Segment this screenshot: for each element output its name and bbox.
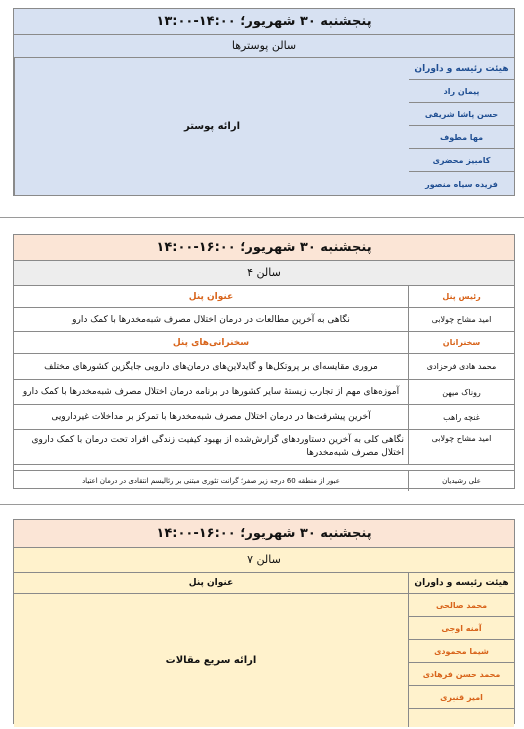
- chair-header: رئیس پنل: [442, 292, 481, 301]
- member-name: حسن پاشا شریفی: [409, 103, 514, 126]
- member-name: محمد حسن فرهادی: [409, 663, 514, 686]
- member-name: پیمان راد: [409, 80, 514, 103]
- hall-name: سالن ۷: [14, 548, 514, 573]
- talk-title: مروری مقایسه‌ای بر پروتکل‌ها و گایدلاین‌های درمان‌های دارویی جایگزین کشورهای مختلف: [14, 354, 409, 379]
- member-name: مها مطوف: [409, 126, 514, 149]
- member-name: امیر قنبری: [409, 686, 514, 709]
- talk-title: نگاهی کلی به آخرین دستاوردهای گزارش‌شده از بهبود کیفیت زندگی افراد تحت درمان با کمک داروی اختلال مصرف شبه‌مخدرها: [14, 430, 409, 464]
- session-block-3: [13, 519, 515, 724]
- speaker-name: امید مشاح چولابی: [431, 434, 492, 443]
- session-title: پنجشنبه ۳۰ شهریور؛ ۱۶:۰۰-۱۴:۰۰: [14, 520, 514, 548]
- panel-members-header: هیئت رئیسه و داوران: [414, 578, 509, 588]
- talk-title: آخرین پیشرفت‌ها در درمان اختلال مصرف شبه‌مخدرها با تمرکز بر مداخلات غیردارویی: [14, 405, 409, 429]
- talks-header: سخنرانی‌های پنل: [14, 332, 409, 353]
- hall-name: سالن ۴: [14, 261, 514, 286]
- session-title: پنجشنبه ۳۰ شهریور؛ ۱۴:۰۰-۱۳:۰۰: [14, 9, 514, 35]
- panel-members: [409, 58, 514, 195]
- member-name: شیما محمودی: [409, 640, 514, 663]
- panel-title: نگاهی به آخرین مطالعات در درمان اختلال مصرف شبه‌مخدرها با کمک دارو: [14, 308, 409, 331]
- panel-topic: ارائه پوستر: [14, 58, 409, 195]
- speaker-name: غنچه راهب: [443, 412, 480, 422]
- session-block-2: [13, 234, 515, 489]
- panel-topic: ارائه سریع مقالات: [14, 594, 409, 727]
- panel-title-header: عنوان پنل: [14, 573, 409, 593]
- panel-members: [409, 594, 514, 727]
- section-divider: [0, 217, 524, 218]
- extra-speaker-name: علی رشیدیان: [442, 477, 481, 485]
- member-name: فریده سیاه منصور: [425, 179, 498, 189]
- hall-name: سالن پوسترها: [14, 35, 514, 58]
- panel-members-header: هیئت رئیسه و داوران: [409, 58, 514, 80]
- member-name: کامبیز محضری: [409, 149, 514, 172]
- speaker-name: روناک میهن: [442, 387, 481, 397]
- member-name: آمنه اوجی: [409, 617, 514, 640]
- session-title: پنجشنبه ۳۰ شهریور؛ ۱۶:۰۰-۱۴:۰۰: [14, 235, 514, 261]
- section-divider: [0, 504, 524, 505]
- member-name: محمد صالحی: [409, 594, 514, 617]
- speakers-header: سخنرانان: [442, 338, 481, 347]
- speaker-name: محمد هادی فرحزادی: [426, 362, 497, 371]
- session-block-1: [13, 8, 515, 196]
- extra-talk-title: عبور از منطقه 60 درجه زیر صفر؛ گرانت تئوری مبتنی بر رئالیسم انتقادی در درمان اعتیاد: [14, 471, 409, 491]
- panel-title-header: عنوان پنل: [14, 286, 409, 307]
- talk-title: آموزه‌های مهم از تجارب زیستهٔ سایر کشورها در برنامه درمان اختلال مصرف شبه‌مخدرها با کمک دارو: [14, 380, 409, 404]
- chair-name: امید مشاح چولابی: [431, 315, 492, 324]
